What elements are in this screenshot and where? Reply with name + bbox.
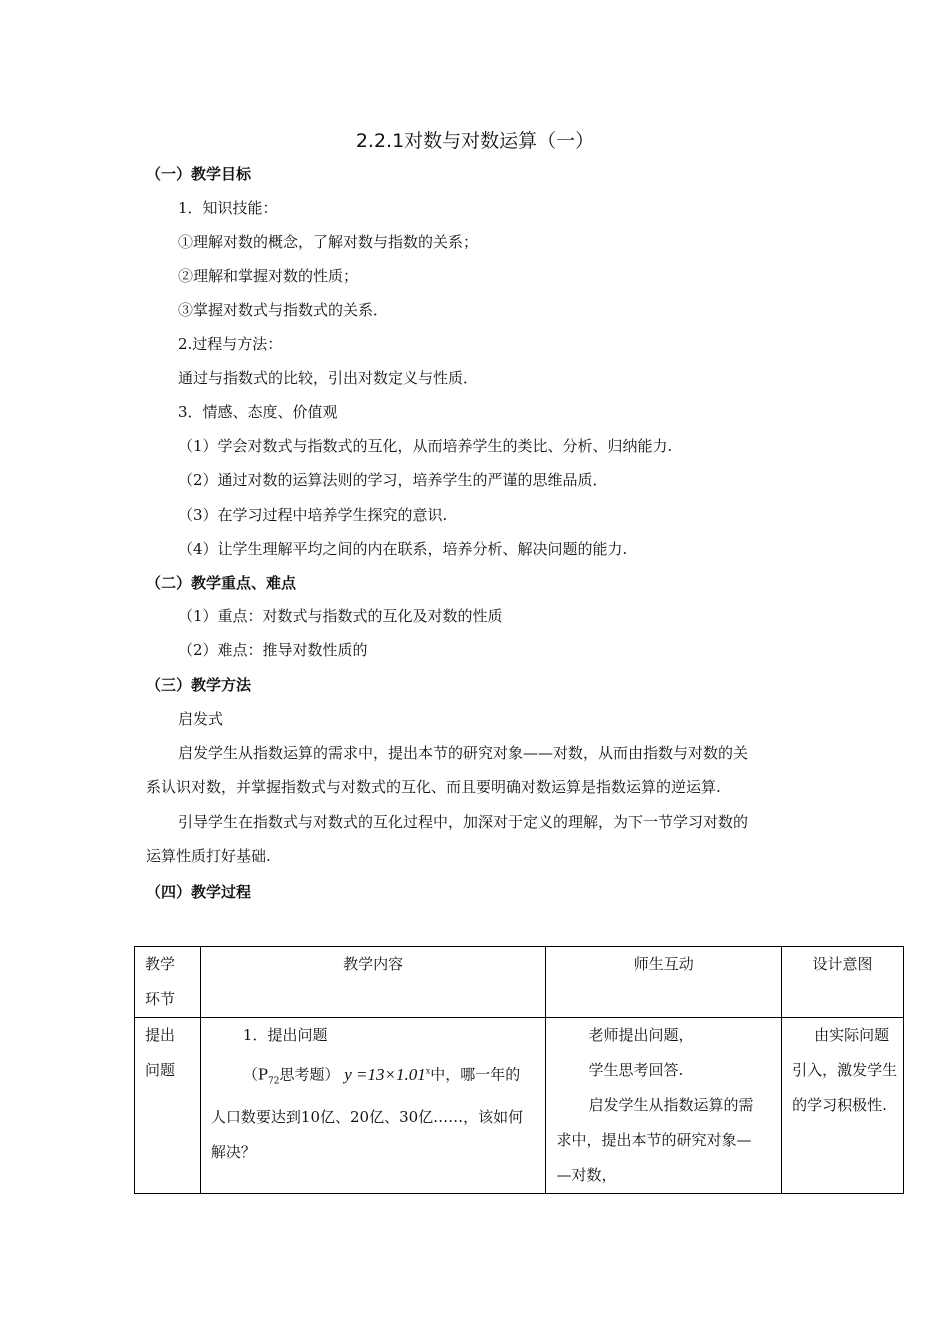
objective-item: ③掌握对数式与指数式的关系． — [178, 301, 389, 319]
formula-exponent: x — [425, 1065, 431, 1075]
content-cell — [200, 1018, 546, 1194]
interaction-line: 求中，提出本节的研究对象— — [556, 1131, 752, 1149]
objective-knowledge: 1．知识技能： — [178, 199, 278, 217]
method-paragraph: 引导学生在指数式与对数式的互化过程中，加深对于定义的理解，为下一节学习对数的 — [178, 813, 749, 831]
objective-item: （2）通过对数的运算法则的学习，培养学生的严谨的思维品质． — [178, 471, 608, 489]
header-stage-line: 环节 — [145, 990, 176, 1008]
intent-cell — [782, 1018, 904, 1194]
interaction-line: 启发学生从指数运算的需 — [588, 1096, 754, 1114]
objective-item: （4）让学生理解平均之间的内在联系，培养分析、解决问题的能力. — [178, 540, 628, 558]
objective-item: 通过与指数式的比较，引出对数定义与性质． — [178, 369, 479, 387]
header-content-label: 教学内容 — [343, 955, 404, 973]
objective-process: 2.过程与方法： — [178, 335, 283, 353]
formula — [344, 1065, 430, 1084]
objective-item: ①理解对数的概念，了解对数与指数的关系； — [178, 233, 479, 251]
header-stage-line: 教学 — [145, 955, 176, 973]
objective-item: （3）在学习过程中培养学生探究的意识. — [178, 506, 448, 524]
section-heading-objectives: （一）教学目标 — [146, 165, 252, 183]
section-heading-methods: （三）教学方法 — [146, 676, 252, 694]
content-line: 人口数要达到10亿、20亿、30亿……，该如何 — [210, 1107, 524, 1126]
header-cell-content — [200, 947, 546, 1018]
content-line-formula — [211, 1053, 546, 1100]
header-interaction-label: 师生互动 — [633, 955, 694, 973]
interaction-line: —对数， — [556, 1166, 617, 1184]
header-cell-stage — [135, 947, 201, 1018]
content-text: 中，哪一年的 — [430, 1065, 521, 1084]
stage-line: 提出 — [145, 1026, 176, 1044]
keypoint-item: （1）重点：对数式与指数式的互化及对数的性质 — [178, 607, 503, 625]
page-subscript: 72 — [268, 1076, 280, 1087]
header-intent-label: 设计意图 — [812, 955, 873, 973]
interaction-cell — [546, 1018, 782, 1194]
table-header-row — [135, 947, 904, 1018]
content-line: 解决？ — [210, 1142, 256, 1161]
page-title: 2.2.1对数与对数运算（一） — [355, 130, 595, 152]
content-line: 1．提出问题 — [242, 1026, 328, 1044]
keypoint-item: （2）难点：推导对数性质的 — [178, 641, 368, 659]
interaction-line: 学生思考回答. — [588, 1061, 684, 1079]
objective-item: ②理解和掌握对数的性质； — [178, 267, 359, 285]
stage-line: 问题 — [145, 1061, 176, 1079]
table-row — [135, 1018, 904, 1194]
intent-line: 的学习积极性. — [792, 1096, 887, 1114]
method-paragraph: 运算性质打好基础. — [146, 847, 271, 865]
method-paragraph: 启发学生从指数运算的需求中，提出本节的研究对象——对数，从而由指数与对数的关 — [178, 744, 749, 762]
intent-line: 引入，激发学生 — [792, 1061, 898, 1079]
objective-attitude: 3．情感、态度、价值观 — [178, 403, 338, 421]
content-text: 思考题） — [279, 1065, 340, 1084]
header-cell-interaction — [546, 947, 782, 1018]
formula-main: y =13×1.01 — [344, 1064, 426, 1084]
stage-cell — [135, 1018, 201, 1194]
interaction-line: 老师提出问题， — [588, 1026, 694, 1044]
intent-line: 由实际问题 — [814, 1026, 890, 1044]
header-cell-intent — [782, 947, 904, 1018]
objective-item: （1）学会对数式与指数式的互化，从而培养学生的类比、分析、归纳能力. — [178, 437, 673, 455]
method-paragraph: 系认识对数，并掌握指数式与对数式的互化、而且要明确对数运算是指数运算的逆运算. — [146, 778, 721, 796]
section-heading-keypoints: （二）教学重点、难点 — [146, 574, 297, 592]
section-heading-process: （四）教学过程 — [146, 883, 252, 901]
process-table — [134, 946, 904, 1194]
method-item: 启发式 — [178, 710, 224, 728]
content-text: （P — [242, 1065, 268, 1084]
